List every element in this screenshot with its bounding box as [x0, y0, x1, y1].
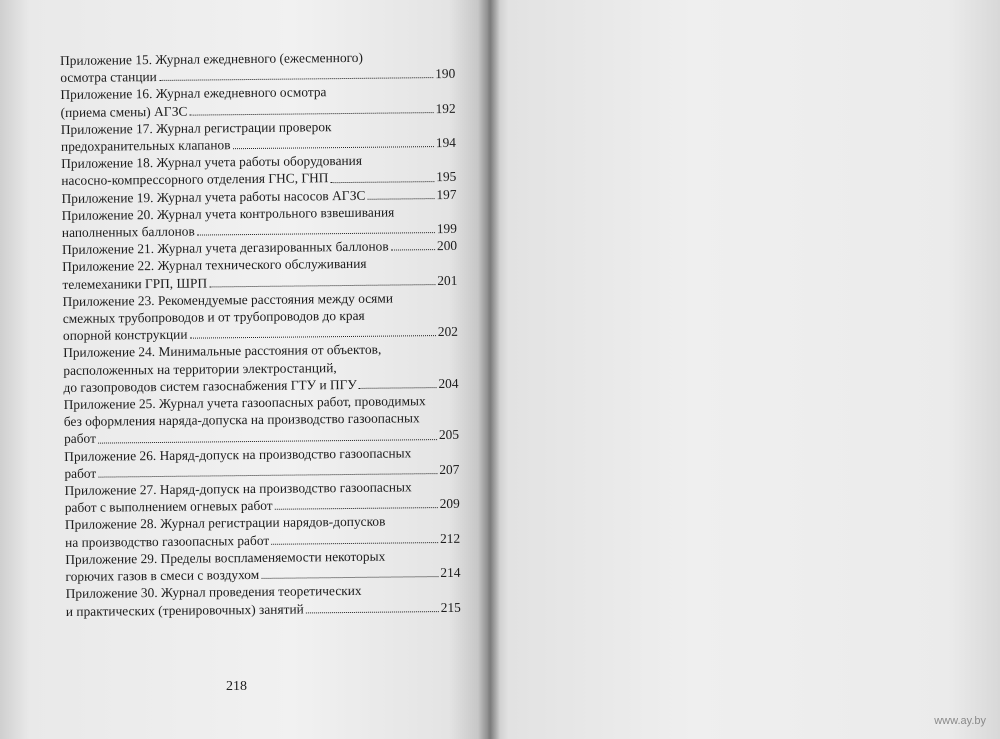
book-gutter — [478, 0, 500, 739]
toc-entry-text: Приложение 25. Журнал учета газоопасных работ, проводимых — [63, 393, 426, 413]
toc-page-number: 195 — [436, 169, 457, 185]
toc-leader-dots — [359, 375, 437, 389]
toc-leader-dots — [330, 169, 434, 183]
toc-entry — [62, 203, 457, 242]
toc-page-number: 202 — [437, 324, 459, 340]
toc-leader-dots — [367, 186, 434, 200]
toc-leader-dots — [197, 220, 435, 236]
toc-entry-text: работ с выполнением огневых работ — [64, 498, 273, 516]
toc-entry — [61, 117, 456, 156]
toc-entry-text: расположенных на территории электростанций, — [63, 359, 337, 378]
toc-leader-dots — [306, 599, 439, 614]
toc-entry-text: Приложение 28. Журнал регистрации нарядов-допусков — [64, 514, 386, 533]
toc-entry — [60, 82, 455, 121]
toc-leader-dots — [275, 495, 438, 510]
toc-page-number: 194 — [435, 134, 457, 151]
toc-page-number: 209 — [439, 496, 460, 512]
page-number: 218 — [226, 679, 247, 694]
toc-entry-text: Приложение 27. Наряд-допуск на производство газоопасных — [64, 479, 412, 499]
right-page — [488, 0, 1000, 739]
toc-entry-text: до газопроводов систем газоснабжения ГТУ и ПГУ — [63, 376, 357, 395]
toc-entry-text: Приложение 20. Журнал учета контрольного взвешивания — [61, 204, 395, 223]
toc-entry — [60, 48, 455, 87]
toc-entry-text: Приложение 17. Журнал регистрации проверок — [60, 118, 332, 137]
toc-entry — [65, 547, 460, 586]
toc-leader-dots — [98, 427, 437, 444]
toc-leader-dots — [271, 530, 438, 545]
toc-page-number: 199 — [436, 220, 457, 237]
toc-entry-text: Приложение 15. Журнал ежедневного (ежесменного) — [60, 49, 364, 68]
toc-leader-dots — [391, 237, 435, 251]
toc-entry-text: работ — [63, 431, 96, 447]
toc-entry-text: горючих газов в смеси с воздухом — [65, 567, 260, 585]
toc-entry — [65, 512, 460, 551]
toc-leader-dots — [159, 65, 433, 81]
toc-leader-dots — [189, 100, 433, 116]
toc-page-number: 214 — [440, 564, 461, 581]
toc-page-number: 207 — [439, 461, 460, 477]
toc-entry-text: на производство газоопасных работ — [65, 532, 270, 550]
toc-entry-text: Приложение 29. Пределы воспламеняемости некоторых — [65, 548, 386, 567]
toc-leader-dots — [189, 323, 436, 339]
toc-entry-text: Приложение 26. Наряд-допуск на производство газоопасных — [64, 445, 412, 464]
watermark: www.ay.by — [934, 715, 986, 727]
toc-entry — [63, 289, 459, 345]
toc-entry — [64, 392, 460, 448]
toc-page-number: 205 — [438, 427, 460, 443]
toc-entry-text: Приложение 18. Журнал учета работы оборудования — [61, 153, 363, 172]
toc-entry-text: осмотра станции — [60, 69, 157, 86]
toc-entry — [61, 151, 456, 190]
toc-page-number: 215 — [440, 599, 461, 615]
toc-page-number: 197 — [436, 186, 457, 202]
toc-page-number: 200 — [436, 238, 458, 254]
toc-page-number: 192 — [435, 100, 456, 116]
toc-entry-text: Приложение 22. Журнал технического обслуживания — [62, 256, 367, 275]
toc-entry-text: Приложение 16. Журнал ежедневного осмотра — [60, 84, 327, 103]
toc-entry-text: Приложение 21. Журнал учета дегазированных баллонов — [61, 238, 389, 258]
toc-entry-text: Приложение 19. Журнал учета работы насосов АГЗС — [61, 187, 366, 206]
toc-leader-dots — [209, 272, 435, 288]
toc-page-number: 190 — [435, 66, 456, 82]
toc-entry-text: опорной конструкции — [62, 326, 188, 344]
toc-page-number: 212 — [439, 530, 461, 546]
toc-entry-text: работ — [64, 465, 97, 481]
toc-page-number: 204 — [438, 375, 459, 391]
toc-page-number: 201 — [437, 272, 458, 288]
toc-entry-text: предохранительных клапанов — [60, 137, 231, 155]
toc-entry-text: Приложение 30. Журнал проведения теоретических — [65, 583, 362, 602]
toc-leader-dots — [261, 564, 438, 579]
toc-entry-text: Приложение 24. Минимальные расстояния от объектов, — [63, 342, 382, 361]
toc-entry-line — [66, 598, 461, 619]
toc-entry-text: наполненных баллонов — [61, 223, 195, 241]
toc-entry — [62, 254, 457, 293]
left-page — [0, 0, 488, 739]
toc-entry-text: смежных трубопроводов и от трубопроводов до края — [62, 307, 365, 327]
table-of-contents — [60, 48, 461, 620]
toc-entry — [65, 478, 460, 517]
toc-entry-text: телемеханики ГРП, ШРП — [62, 275, 208, 292]
toc-leader-dots — [98, 461, 437, 478]
toc-entry — [64, 444, 459, 483]
toc-entry-text: без оформления наряда-допуска на производство газоопасных — [63, 410, 420, 430]
toc-entry-text: (приема смены) АГЗС — [60, 103, 188, 120]
toc-leader-dots — [232, 134, 434, 149]
toc-entry — [63, 340, 459, 396]
toc-entry — [66, 581, 461, 620]
toc-entry-text: насосно-компрессорного отделения ГНС, ГНП — [61, 170, 329, 189]
toc-entry-text: Приложение 23. Рекомендуемые расстояния между осями — [62, 290, 394, 309]
toc-entry-text: и практических (тренировочных) занятий — [65, 600, 304, 619]
